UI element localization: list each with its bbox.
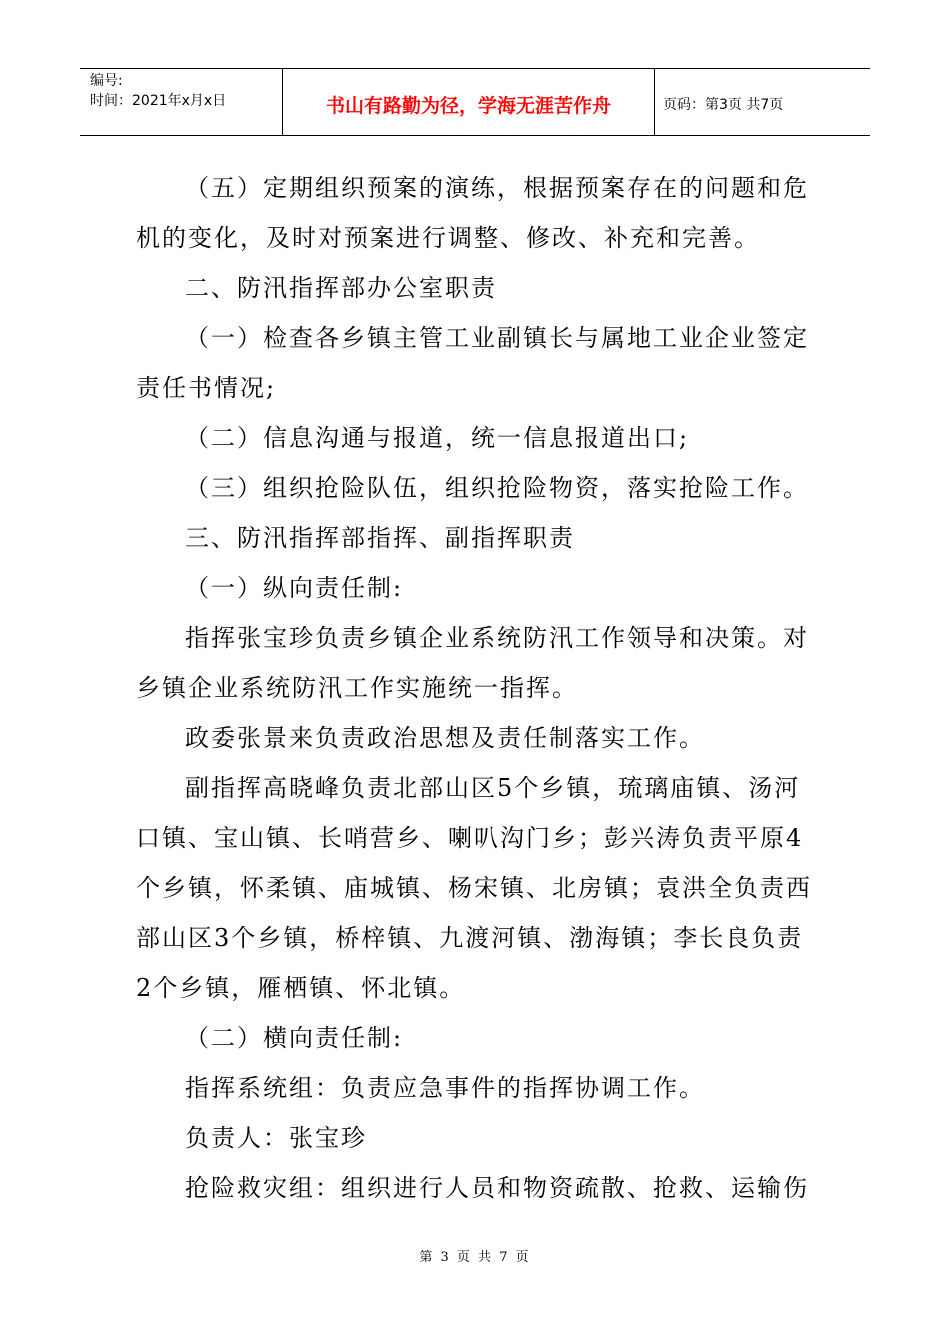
header-page-cell [655, 69, 870, 135]
serial-label: 编号: [90, 73, 123, 89]
footer-page-number: 第 3 页 共 7 页 [419, 1250, 531, 1265]
paragraph: （五）定期组织预案的演练，根据预案存在的问题和危机的变化，及时对预案进行调整、修改、补充和完善。 [136, 174, 809, 252]
page-header [80, 68, 870, 136]
paragraph: 指挥系统组：负责应急事件的指挥协调工作。 [185, 1074, 705, 1102]
subsection-heading: （一）纵向责任制: [185, 574, 404, 602]
paragraph: （一）检查各乡镇主管工业副镇长与属地工业企业签定责任书情况; [136, 324, 809, 402]
time-label: 时间：2021年x月x日 [90, 93, 227, 109]
page-footer [0, 1246, 950, 1265]
section-heading: 二、防汛指挥部办公室职责 [185, 274, 497, 302]
header-meta-cell [80, 69, 283, 135]
paragraph: 负责人：张宝珍 [185, 1124, 367, 1152]
section-heading: 三、防汛指挥部指挥、副指挥职责 [185, 524, 575, 552]
paragraph: （三）组织抢险队伍，组织抢险物资，落实抢险工作。 [185, 474, 809, 502]
subsection-heading: （二）横向责任制: [185, 1024, 404, 1052]
paragraph: 政委张景来负责政治思想及责任制落实工作。 [185, 724, 705, 752]
paragraph: 副指挥高晓峰负责北部山区5个乡镇，琉璃庙镇、汤河口镇、宝山镇、长哨营乡、喇叭沟门乡；彭兴涛负责平原4个乡镇，怀柔镇、庙城镇、杨宋镇、北房镇；袁洪全负责西部山区3个乡镇，桥梓镇、九渡河镇、渤海镇；李长良负责2个乡镇，雁栖镇、怀北镇。 [136, 774, 812, 1002]
paragraph: （二）信息沟通与报道，统一信息报道出口; [185, 424, 690, 452]
paragraph: 抢险救灾组：组织进行人员和物资疏散、抢救、运输伤 [185, 1174, 809, 1202]
header-motto-cell [283, 69, 655, 135]
paragraph: 指挥张宝珍负责乡镇企业系统防汛工作领导和决策。对乡镇企业系统防汛工作实施统一指挥。 [136, 624, 809, 702]
page-code: 页码：第3页 共7页 [663, 97, 784, 113]
motto-text: 书山有路勤为径，学海无涯苦作舟 [325, 94, 611, 117]
body-text [136, 163, 816, 1213]
